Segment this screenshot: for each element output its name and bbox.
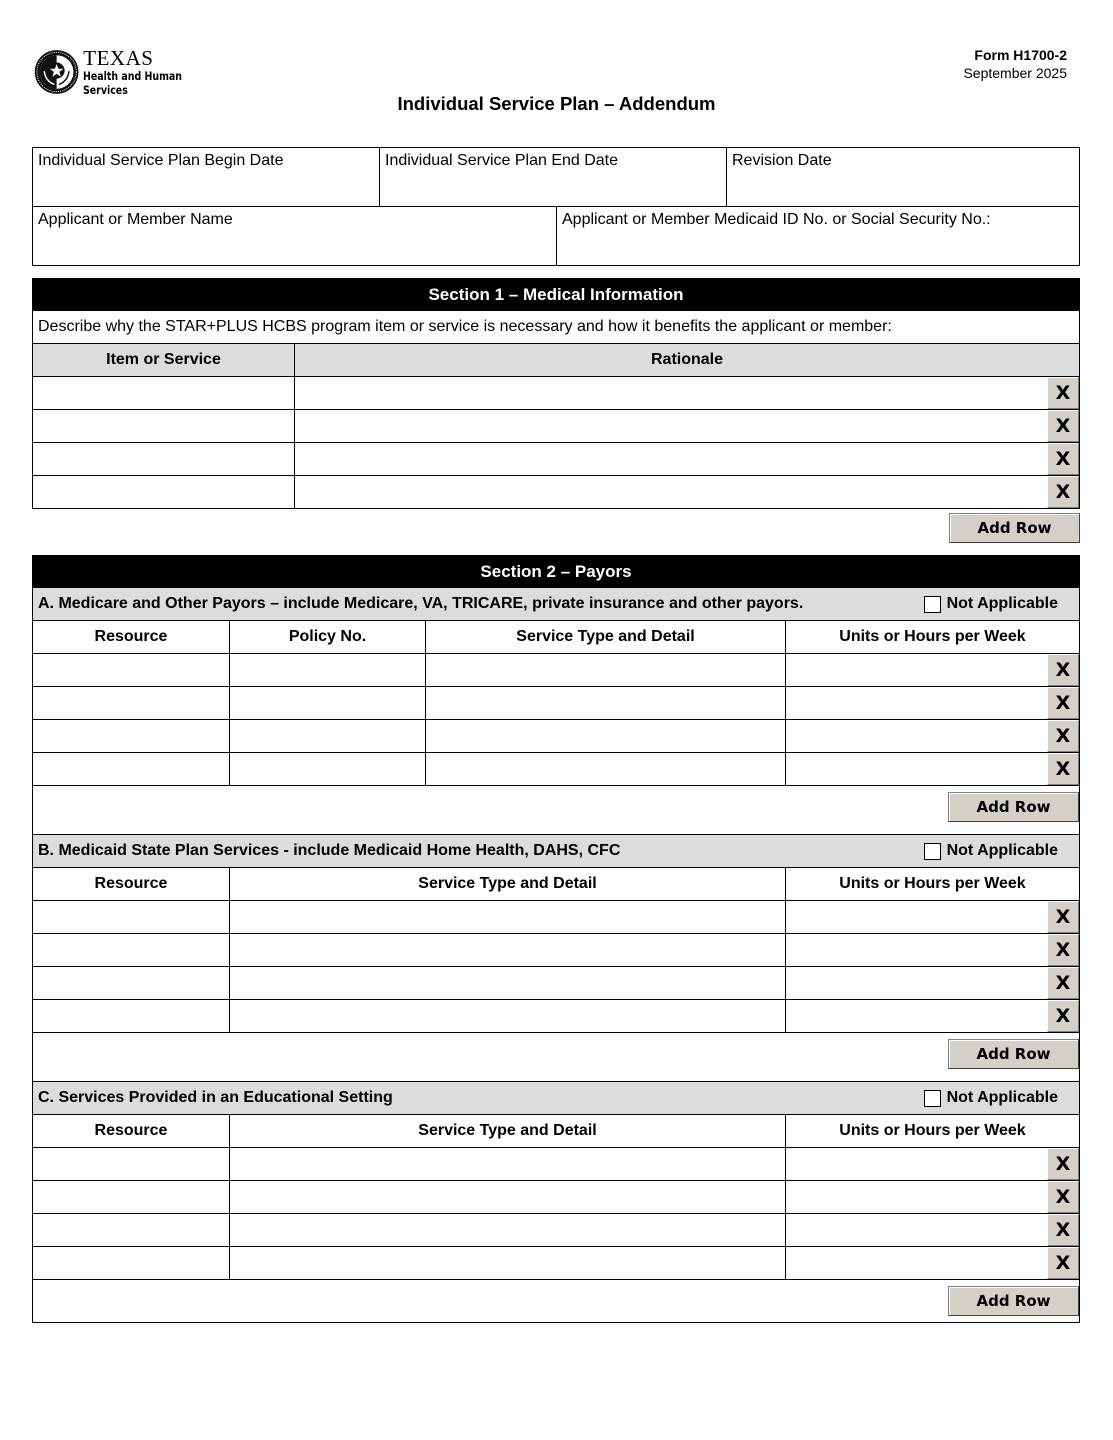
col-resource: Resource xyxy=(33,868,230,900)
table-cell-input[interactable] xyxy=(33,1148,230,1180)
col-service-type: Service Type and Detail xyxy=(230,868,786,900)
table-cell-input[interactable] xyxy=(786,1247,1079,1279)
col-service-type: Service Type and Detail xyxy=(230,1115,786,1147)
remove-row-button[interactable]: X xyxy=(1047,377,1079,409)
remove-row-button[interactable]: X xyxy=(1047,753,1079,785)
table-row xyxy=(33,377,1079,410)
table-row xyxy=(33,720,1079,753)
table-cell-input[interactable] xyxy=(230,720,426,752)
table-cell-input[interactable] xyxy=(230,1214,786,1246)
section1-column-headers xyxy=(33,344,1079,377)
table-row xyxy=(33,753,1079,786)
table-cell-input[interactable] xyxy=(230,901,786,933)
table-cell-input[interactable] xyxy=(786,1181,1079,1213)
partC-column-headers xyxy=(33,1115,1079,1148)
remove-row-button[interactable]: X xyxy=(1047,410,1079,442)
table-cell-input[interactable] xyxy=(426,753,786,785)
remove-row-button[interactable]: X xyxy=(1047,687,1079,719)
begin-date-label: Individual Service Plan Begin Date xyxy=(38,152,284,169)
table-cell-input[interactable] xyxy=(786,934,1079,966)
partC-not-applicable-label: Not Applicable xyxy=(946,1089,1058,1106)
table-cell-input[interactable] xyxy=(33,687,230,719)
table-cell-input[interactable] xyxy=(230,1148,786,1180)
table-cell-input[interactable] xyxy=(230,934,786,966)
table-cell-input[interactable] xyxy=(33,1214,230,1246)
table-cell-input[interactable] xyxy=(33,934,230,966)
col-units-hours: Units or Hours per Week xyxy=(839,875,1026,892)
table-row xyxy=(33,901,1079,934)
table-cell-input[interactable] xyxy=(786,901,1079,933)
col-resource: Resource xyxy=(33,621,230,653)
table-row xyxy=(33,410,1079,443)
table-row xyxy=(33,654,1079,687)
table-cell-input[interactable] xyxy=(33,901,230,933)
section1-add-row-button[interactable]: Add Row xyxy=(949,513,1080,543)
table-cell-input[interactable] xyxy=(230,1000,786,1032)
remove-row-button[interactable]: X xyxy=(1047,476,1079,508)
section2-title: Section 2 – Payors xyxy=(33,556,1079,588)
table-cell-input[interactable] xyxy=(33,720,230,752)
table-cell-input[interactable] xyxy=(230,1247,786,1279)
begin-date-field[interactable] xyxy=(33,148,380,206)
table-cell-input[interactable] xyxy=(786,967,1079,999)
partC-footer xyxy=(33,1280,1079,1328)
remove-row-button[interactable]: X xyxy=(1047,720,1079,752)
partA-not-applicable-label: Not Applicable xyxy=(946,595,1058,612)
table-cell-input[interactable] xyxy=(230,967,786,999)
table-row xyxy=(33,1214,1079,1247)
partC-not-applicable[interactable] xyxy=(924,1089,1058,1107)
table-cell-input[interactable] xyxy=(786,1214,1079,1246)
remove-row-button[interactable]: X xyxy=(1047,967,1079,999)
table-cell-input[interactable] xyxy=(295,377,1079,409)
plan-info-box xyxy=(32,147,1080,266)
end-date-field[interactable] xyxy=(380,148,727,206)
partB-title: B. Medicaid State Plan Services - include Medicaid Home Health, DAHS, CFC xyxy=(38,842,621,859)
table-row xyxy=(33,476,1079,509)
section2 xyxy=(32,555,1080,1323)
table-cell-input[interactable] xyxy=(426,720,786,752)
logo-texas-text: TEXAS xyxy=(83,46,154,70)
table-row xyxy=(33,1148,1079,1181)
partC-not-applicable-checkbox[interactable] xyxy=(924,1090,941,1107)
table-cell-input[interactable] xyxy=(230,654,426,686)
form-number: Form H1700-2 xyxy=(974,47,1067,63)
remove-row-button[interactable]: X xyxy=(1047,443,1079,475)
partB-not-applicable-checkbox[interactable] xyxy=(924,843,941,860)
remove-row-button[interactable]: X xyxy=(1047,1181,1079,1213)
remove-row-button[interactable]: X xyxy=(1047,1000,1079,1032)
table-cell-input[interactable] xyxy=(33,1000,230,1032)
table-cell-input[interactable] xyxy=(230,753,426,785)
table-cell-input[interactable] xyxy=(786,1148,1079,1180)
table-cell-input[interactable] xyxy=(786,753,1079,785)
col-service-type: Service Type and Detail xyxy=(426,621,786,653)
partB-column-headers xyxy=(33,868,1079,901)
partA-add-row-button[interactable]: Add Row xyxy=(948,792,1079,822)
remove-row-button[interactable]: X xyxy=(1047,1148,1079,1180)
member-name-label: Applicant or Member Name xyxy=(38,211,233,228)
member-id-field[interactable] xyxy=(557,207,1079,265)
logo-line2: Health and Human xyxy=(83,69,183,83)
form-identifier xyxy=(963,46,1067,82)
revision-date-label: Revision Date xyxy=(732,152,832,169)
section1-description: Describe why the STAR+PLUS HCBS program item or service is necessary and how it benefits the applicant or member: xyxy=(33,311,1079,344)
table-cell-input[interactable] xyxy=(786,687,1079,719)
partB-not-applicable[interactable] xyxy=(924,842,1058,860)
table-cell-input[interactable] xyxy=(786,654,1079,686)
end-date-label: Individual Service Plan End Date xyxy=(385,152,619,169)
table-row xyxy=(33,1000,1079,1033)
table-cell-input[interactable] xyxy=(33,410,295,442)
col-rationale: Rationale xyxy=(650,351,723,368)
section1 xyxy=(32,278,1080,509)
table-row xyxy=(33,1181,1079,1214)
partB-not-applicable-label: Not Applicable xyxy=(946,842,1058,859)
partC-header xyxy=(33,1082,1079,1115)
table-cell-input[interactable] xyxy=(33,443,295,475)
table-cell-input[interactable] xyxy=(295,410,1079,442)
col-policy-no: Policy No. xyxy=(230,621,426,653)
remove-row-button[interactable]: X xyxy=(1047,654,1079,686)
table-cell-input[interactable] xyxy=(33,377,295,409)
logo-line3: Services xyxy=(83,82,129,97)
partA-column-headers xyxy=(33,621,1079,654)
table-row xyxy=(33,1247,1079,1280)
table-cell-input[interactable] xyxy=(33,1181,230,1213)
table-cell-input[interactable] xyxy=(33,654,230,686)
table-row xyxy=(33,443,1079,476)
table-cell-input[interactable] xyxy=(295,443,1079,475)
table-cell-input[interactable] xyxy=(295,476,1079,508)
table-row xyxy=(33,934,1079,967)
remove-row-button[interactable]: X xyxy=(1047,1214,1079,1246)
table-cell-input[interactable] xyxy=(786,720,1079,752)
table-cell-input[interactable] xyxy=(33,967,230,999)
partA-header xyxy=(33,588,1079,621)
revision-date-field[interactable] xyxy=(727,148,1079,206)
table-cell-input[interactable] xyxy=(426,687,786,719)
table-cell-input[interactable] xyxy=(33,1247,230,1279)
member-name-field[interactable] xyxy=(33,207,557,265)
col-resource: Resource xyxy=(33,1115,230,1147)
table-row xyxy=(33,967,1079,1000)
section1-title: Section 1 – Medical Information xyxy=(33,279,1079,311)
partC-title: C. Services Provided in an Educational Setting xyxy=(38,1089,393,1106)
remove-row-button[interactable]: X xyxy=(1047,901,1079,933)
col-units-hours: Units or Hours per Week xyxy=(839,1122,1026,1139)
page-title: Individual Service Plan – Addendum xyxy=(397,93,716,114)
table-cell-input[interactable] xyxy=(230,687,426,719)
col-item-or-service: Item or Service xyxy=(33,344,295,376)
partA-title: A. Medicare and Other Payors – include Medicare, VA, TRICARE, private insurance and other payors. xyxy=(38,595,804,612)
partB-add-row-button[interactable]: Add Row xyxy=(948,1039,1079,1069)
table-cell-input[interactable] xyxy=(786,1000,1079,1032)
table-row xyxy=(33,687,1079,720)
remove-row-button[interactable]: X xyxy=(1047,1247,1079,1279)
col-units-hours: Units or Hours per Week xyxy=(839,628,1026,645)
partA-not-applicable-checkbox[interactable] xyxy=(924,596,941,613)
table-cell-input[interactable] xyxy=(33,476,295,508)
remove-row-button[interactable]: X xyxy=(1047,934,1079,966)
table-cell-input[interactable] xyxy=(230,1181,786,1213)
form-date: September 2025 xyxy=(963,65,1067,81)
partA-not-applicable[interactable] xyxy=(924,595,1058,613)
partB-header xyxy=(33,835,1079,868)
partC-add-row-button[interactable]: Add Row xyxy=(948,1286,1079,1316)
table-cell-input[interactable] xyxy=(426,654,786,686)
partB-footer xyxy=(33,1033,1079,1082)
table-cell-input[interactable] xyxy=(33,753,230,785)
member-id-label: Applicant or Member Medicaid ID No. or Social Security No.: xyxy=(562,211,991,228)
partA-footer xyxy=(33,786,1079,835)
